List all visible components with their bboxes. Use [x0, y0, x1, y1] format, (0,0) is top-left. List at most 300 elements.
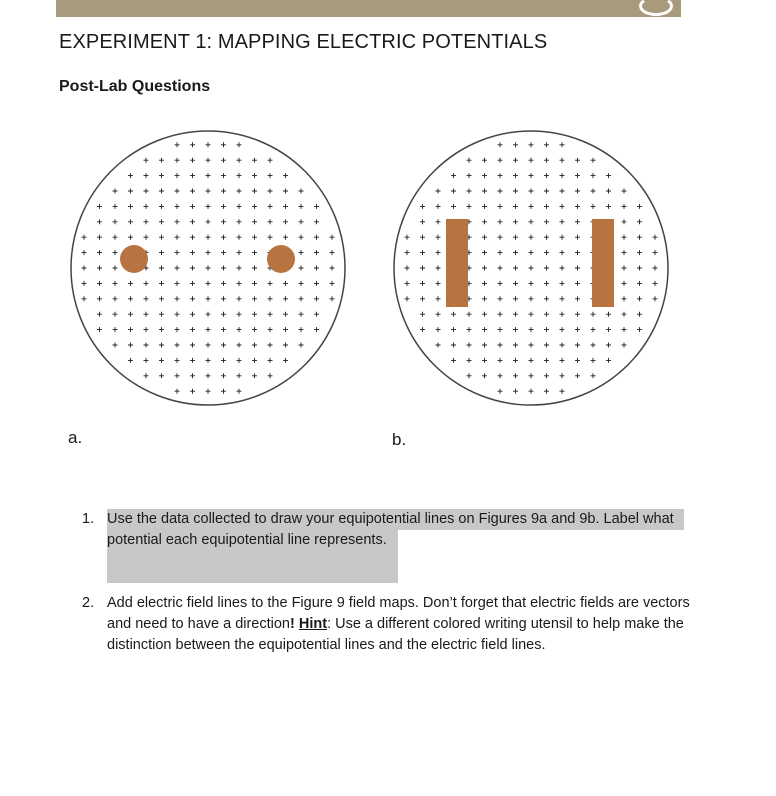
grid-point: [299, 281, 304, 286]
grid-point: [653, 266, 658, 271]
grid-point: [82, 296, 87, 301]
grid-point: [637, 281, 642, 286]
grid-point: [405, 235, 410, 240]
grid-point: [436, 296, 441, 301]
grid-point: [529, 389, 534, 394]
grid-point: [560, 358, 565, 363]
grid-point: [159, 281, 164, 286]
grid-point: [544, 250, 549, 255]
grid-point: [606, 173, 611, 178]
grid-point: [299, 312, 304, 317]
grid-point: [221, 235, 226, 240]
grid-point: [159, 219, 164, 224]
grid-point: [314, 250, 319, 255]
grid-point: [113, 312, 118, 317]
grid-point: [560, 266, 565, 271]
grid-point: [299, 266, 304, 271]
grid-point: [498, 312, 503, 317]
grid-point: [97, 219, 102, 224]
grid-point: [190, 142, 195, 147]
question-text: [107, 593, 692, 656]
grid-point: [637, 327, 642, 332]
grid-point: [591, 373, 596, 378]
grid-point: [513, 235, 518, 240]
grid-point: [330, 235, 335, 240]
grid-point: [221, 158, 226, 163]
grid-point: [237, 250, 242, 255]
grid-point: [206, 373, 211, 378]
grid-point: [206, 312, 211, 317]
grid-point: [529, 281, 534, 286]
grid-point: [575, 250, 580, 255]
grid-point: [175, 219, 180, 224]
grid-point: [268, 281, 273, 286]
grid-point: [237, 358, 242, 363]
grid-point: [498, 204, 503, 209]
grid-point: [144, 173, 149, 178]
grid-point: [190, 312, 195, 317]
grid-point: [544, 158, 549, 163]
grid-point: [482, 204, 487, 209]
grid-point: [237, 204, 242, 209]
figure-a-label: a.: [68, 428, 83, 447]
grid-point: [420, 327, 425, 332]
grid-point: [268, 204, 273, 209]
grid-point: [498, 173, 503, 178]
grid-point: [221, 327, 226, 332]
grid-point: [97, 281, 102, 286]
grid-point: [144, 327, 149, 332]
grid-point: [314, 204, 319, 209]
grid-point: [436, 281, 441, 286]
grid-point: [405, 250, 410, 255]
grid-point: [144, 312, 149, 317]
grid-point: [513, 204, 518, 209]
grid-point: [128, 204, 133, 209]
grid-point: [175, 343, 180, 348]
grid-point: [498, 373, 503, 378]
grid-point: [175, 235, 180, 240]
grid-point: [544, 312, 549, 317]
grid-point: [622, 296, 627, 301]
grid-point: [237, 266, 242, 271]
grid-point: [144, 189, 149, 194]
grid-point: [653, 250, 658, 255]
grid-point: [482, 327, 487, 332]
grid-point: [560, 235, 565, 240]
grid-point: [436, 266, 441, 271]
grid-point: [190, 296, 195, 301]
grid-point: [529, 327, 534, 332]
document-title: EXPERIMENT 1: MAPPING ELECTRIC POTENTIALS: [59, 31, 548, 53]
grid-point: [190, 250, 195, 255]
grid-point: [405, 266, 410, 271]
grid-point: [159, 235, 164, 240]
grid-point: [190, 343, 195, 348]
grid-point: [144, 373, 149, 378]
grid-point: [113, 250, 118, 255]
grid-point: [252, 358, 257, 363]
grid-point: [544, 204, 549, 209]
grid-point: [622, 343, 627, 348]
grid-point: [575, 358, 580, 363]
grid-point: [591, 158, 596, 163]
grid-point: [268, 358, 273, 363]
grid-point: [283, 173, 288, 178]
grid-point: [237, 219, 242, 224]
grid-point: [482, 158, 487, 163]
grid-point: [544, 281, 549, 286]
grid-point: [529, 142, 534, 147]
grid-point: [113, 235, 118, 240]
grid-point: [299, 235, 304, 240]
grid-point: [513, 343, 518, 348]
grid-point: [221, 189, 226, 194]
grid-point: [144, 219, 149, 224]
question-item: [82, 509, 692, 583]
grid-point: [159, 373, 164, 378]
grid-point: [405, 296, 410, 301]
grid-point: [159, 250, 164, 255]
grid-point: [237, 235, 242, 240]
grid-point: [467, 173, 472, 178]
grid-point: [606, 204, 611, 209]
grid-point: [575, 219, 580, 224]
grid-point: [560, 142, 565, 147]
grid-point: [653, 296, 658, 301]
grid-point: [513, 173, 518, 178]
grid-point: [190, 389, 195, 394]
grid-point: [575, 327, 580, 332]
grid-point: [637, 250, 642, 255]
grid-point: [128, 358, 133, 363]
grid-point: [237, 312, 242, 317]
grid-point: [622, 204, 627, 209]
post-lab-question-list: [82, 509, 692, 656]
grid-point: [144, 296, 149, 301]
grid-point: [575, 158, 580, 163]
question-number: 1.: [82, 511, 95, 527]
grid-point: [237, 373, 242, 378]
grid-point: [221, 358, 226, 363]
grid-point: [498, 142, 503, 147]
grid-point: [560, 312, 565, 317]
grid-point: [299, 219, 304, 224]
grid-point: [237, 296, 242, 301]
grid-point: [420, 235, 425, 240]
grid-point: [221, 142, 226, 147]
grid-point: [498, 296, 503, 301]
grid-point: [436, 327, 441, 332]
grid-point: [513, 189, 518, 194]
grid-point: [482, 281, 487, 286]
grid-point: [513, 327, 518, 332]
grid-point: [252, 173, 257, 178]
grid-point: [314, 327, 319, 332]
grid-point: [268, 235, 273, 240]
grid-point: [420, 312, 425, 317]
grid-point: [513, 281, 518, 286]
grid-point: [622, 266, 627, 271]
grid-point: [451, 343, 456, 348]
grid-point: [144, 235, 149, 240]
grid-point: [498, 158, 503, 163]
grid-point: [591, 312, 596, 317]
grid-point: [128, 219, 133, 224]
grid-point: [420, 296, 425, 301]
grid-point: [467, 312, 472, 317]
grid-point: [560, 158, 565, 163]
grid-point: [175, 327, 180, 332]
grid-point: [482, 343, 487, 348]
grid-point: [159, 204, 164, 209]
grid-point: [97, 235, 102, 240]
grid-point: [237, 158, 242, 163]
grid-point: [560, 327, 565, 332]
grid-point: [221, 343, 226, 348]
grid-point: [252, 296, 257, 301]
grid-point: [190, 173, 195, 178]
grid-point: [575, 173, 580, 178]
grid-point: [221, 281, 226, 286]
grid-point: [622, 235, 627, 240]
grid-point: [268, 189, 273, 194]
grid-point: [175, 173, 180, 178]
grid-point: [113, 219, 118, 224]
grid-point: [436, 312, 441, 317]
grid-point: [221, 373, 226, 378]
figure-9a-field-map: [68, 128, 348, 408]
probe-grid: [82, 142, 335, 393]
grid-point: [513, 158, 518, 163]
grid-point: [591, 327, 596, 332]
grid-point: [330, 296, 335, 301]
grid-point: [128, 189, 133, 194]
grid-point: [544, 389, 549, 394]
grid-point: [314, 235, 319, 240]
grid-point: [467, 373, 472, 378]
probe-grid: [405, 142, 658, 393]
grid-point: [622, 189, 627, 194]
grid-point: [513, 266, 518, 271]
grid-point: [175, 204, 180, 209]
grid-point: [221, 204, 226, 209]
grid-point: [190, 189, 195, 194]
grid-point: [498, 327, 503, 332]
grid-point: [436, 235, 441, 240]
grid-point: [268, 343, 273, 348]
grid-point: [513, 358, 518, 363]
grid-point: [451, 189, 456, 194]
grid-point: [221, 389, 226, 394]
grid-point: [206, 235, 211, 240]
grid-point: [513, 296, 518, 301]
grid-point: [221, 266, 226, 271]
grid-point: [175, 312, 180, 317]
grid-point: [82, 250, 87, 255]
question-text: Use the data collected to draw your equipotential lines on Figures 9a and 9b. Label what potential each equipotential line represents.: [107, 511, 674, 548]
grid-point: [622, 312, 627, 317]
figure-b-label: b.: [392, 430, 407, 449]
grid-point: [190, 235, 195, 240]
grid-point: [606, 343, 611, 348]
grid-point: [299, 296, 304, 301]
grid-point: [144, 358, 149, 363]
grid-point: [175, 266, 180, 271]
grid-point: [221, 312, 226, 317]
grid-point: [206, 189, 211, 194]
grid-point: [498, 189, 503, 194]
grid-point: [283, 296, 288, 301]
grid-point: [283, 312, 288, 317]
grid-point: [330, 281, 335, 286]
grid-point: [283, 343, 288, 348]
grid-point: [144, 158, 149, 163]
grid-point: [544, 296, 549, 301]
grid-point: [575, 281, 580, 286]
grid-point: [159, 189, 164, 194]
grid-point: [113, 204, 118, 209]
grid-point: [498, 235, 503, 240]
grid-point: [82, 266, 87, 271]
grid-point: [206, 358, 211, 363]
grid-point: [252, 266, 257, 271]
grid-point: [637, 235, 642, 240]
grid-point: [575, 266, 580, 271]
grid-point: [97, 266, 102, 271]
grid-point: [283, 189, 288, 194]
question-text-main: Add electric field lines to the Figure 9 field maps. Don’t forget that electric fields are vectors and need to have a direction: [107, 595, 690, 632]
grid-point: [252, 250, 257, 255]
grid-point: [482, 250, 487, 255]
grid-point: [560, 389, 565, 394]
grid-point: [128, 235, 133, 240]
grid-point: [314, 296, 319, 301]
grid-point: [175, 389, 180, 394]
figure-9b-field-map: [391, 128, 671, 408]
grid-point: [544, 343, 549, 348]
grid-point: [237, 281, 242, 286]
emphasis-mark: !: [290, 616, 295, 632]
grid-point: [283, 358, 288, 363]
grid-point: [206, 389, 211, 394]
grid-point: [513, 389, 518, 394]
grid-point: [128, 173, 133, 178]
grid-point: [97, 312, 102, 317]
grid-point: [513, 373, 518, 378]
grid-point: [190, 158, 195, 163]
grid-point: [175, 358, 180, 363]
grid-point: [420, 250, 425, 255]
grid-point: [252, 327, 257, 332]
grid-point: [175, 158, 180, 163]
grid-point: [653, 281, 658, 286]
grid-point: [513, 219, 518, 224]
grid-point: [268, 327, 273, 332]
grid-point: [482, 266, 487, 271]
grid-point: [529, 358, 534, 363]
grid-point: [529, 250, 534, 255]
grid-point: [498, 250, 503, 255]
grid-point: [144, 204, 149, 209]
grid-point: [591, 204, 596, 209]
grid-point: [560, 296, 565, 301]
grid-point: [513, 312, 518, 317]
grid-point: [283, 204, 288, 209]
grid-point: [591, 189, 596, 194]
grid-point: [637, 296, 642, 301]
grid-point: [113, 189, 118, 194]
grid-point: [206, 158, 211, 163]
grid-point: [482, 173, 487, 178]
left-electrode: [446, 219, 468, 307]
grid-point: [482, 189, 487, 194]
grid-point: [97, 296, 102, 301]
grid-point: [529, 235, 534, 240]
grid-point: [299, 204, 304, 209]
grid-point: [175, 250, 180, 255]
grid-point: [637, 219, 642, 224]
grid-point: [529, 343, 534, 348]
grid-point: [420, 266, 425, 271]
grid-point: [544, 358, 549, 363]
grid-point: [498, 343, 503, 348]
grid-point: [175, 281, 180, 286]
grid-point: [97, 327, 102, 332]
grid-point: [268, 296, 273, 301]
grid-point: [420, 204, 425, 209]
grid-point: [544, 142, 549, 147]
grid-point: [606, 189, 611, 194]
grid-point: [544, 266, 549, 271]
grid-point: [467, 189, 472, 194]
grid-point: [451, 204, 456, 209]
grid-point: [237, 142, 242, 147]
grid-point: [159, 266, 164, 271]
grid-point: [206, 296, 211, 301]
question-number: 2.: [82, 595, 95, 611]
grid-point: [606, 312, 611, 317]
grid-point: [436, 250, 441, 255]
grid-point: [82, 281, 87, 286]
grid-point: [144, 343, 149, 348]
grid-point: [159, 358, 164, 363]
grid-point: [190, 219, 195, 224]
grid-point: [283, 219, 288, 224]
grid-point: [529, 204, 534, 209]
grid-point: [498, 281, 503, 286]
section-heading: Post-Lab Questions: [59, 78, 211, 95]
grid-point: [283, 235, 288, 240]
grid-point: [190, 266, 195, 271]
grid-point: [190, 358, 195, 363]
grid-point: [206, 142, 211, 147]
grid-point: [190, 204, 195, 209]
grid-point: [467, 358, 472, 363]
grid-point: [299, 343, 304, 348]
grid-point: [221, 219, 226, 224]
grid-point: [529, 373, 534, 378]
grid-point: [498, 358, 503, 363]
grid-point: [221, 250, 226, 255]
grid-point: [206, 204, 211, 209]
grid-point: [268, 158, 273, 163]
grid-point: [436, 204, 441, 209]
grid-point: [653, 235, 658, 240]
grid-point: [529, 266, 534, 271]
grid-point: [330, 250, 335, 255]
grid-point: [221, 173, 226, 178]
